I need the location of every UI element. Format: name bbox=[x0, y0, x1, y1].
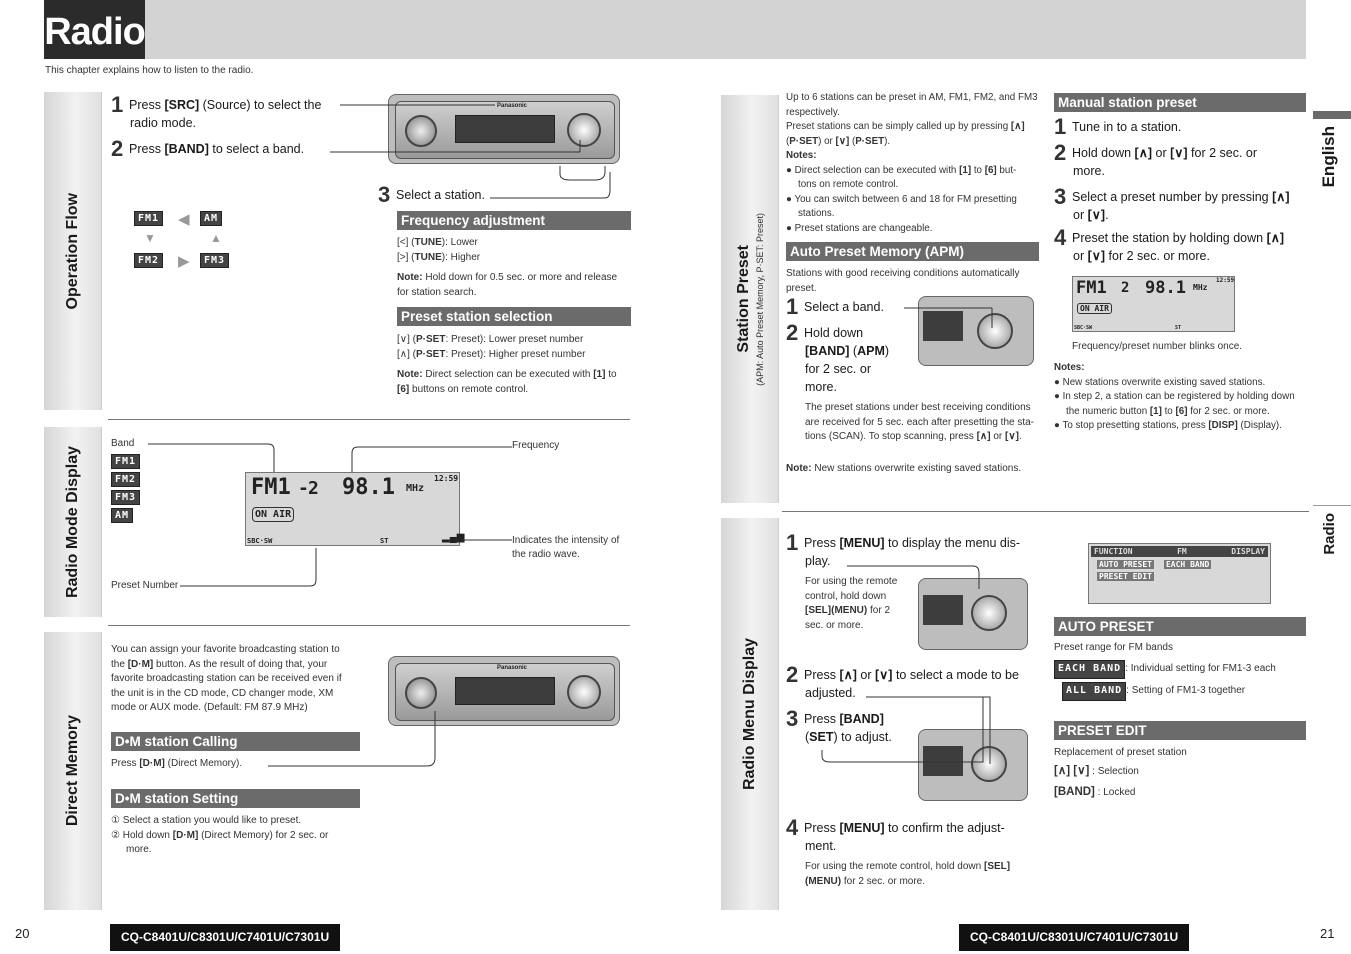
page-title: Radio bbox=[44, 0, 145, 59]
manual-preset-header: Manual station preset bbox=[1054, 93, 1306, 112]
on-air-indicator: ON AIR bbox=[1077, 303, 1112, 314]
tab-operation-flow bbox=[44, 92, 102, 410]
dm-calling-text: Press [D·M] (Direct Memory). bbox=[111, 758, 243, 769]
tab-label: Radio Mode Display bbox=[63, 445, 81, 599]
menu-step-2: 2 Press [∧] or [∨] to select a mode to be adjusted. bbox=[786, 662, 1019, 700]
apm-callout bbox=[902, 302, 1002, 332]
menu-callout bbox=[845, 563, 985, 593]
menu-lcd-display: FUNCTION FM DISPLAY AUTO PRESET EACH BAND PRESET EDIT bbox=[1088, 543, 1271, 604]
manual-step-3: 3 Select a preset number by pressing [∧] or [∨]. bbox=[1054, 184, 1290, 222]
side-label-english: English bbox=[1319, 126, 1338, 188]
tab-label: Station Preset bbox=[734, 245, 752, 353]
apm-intro: Stations with good receiving conditions automatically preset. bbox=[786, 268, 1020, 294]
auto-preset-text: Preset range for FM bands bbox=[1054, 642, 1173, 653]
blink-caption: Frequency/preset number blinks once. bbox=[1072, 341, 1243, 352]
on-air-indicator: ON AIR bbox=[252, 507, 294, 522]
menu-callout bbox=[818, 694, 998, 766]
divider bbox=[108, 419, 630, 420]
model-footer-left: CQ-C8401U/C8301U/C7401U/C7301U bbox=[110, 924, 340, 951]
tab-label: Direct Memory bbox=[63, 715, 81, 827]
dm-calling-header: D•M station Calling bbox=[111, 732, 360, 751]
band-chip: FM1 bbox=[111, 454, 140, 469]
band-chip-fm3: FM3 bbox=[200, 253, 229, 268]
dm-callout-line bbox=[265, 708, 445, 770]
direct-memory-intro: You can assign your favorite broadcasting station to the [D·M] button. As the result of doing that, your favorite broadcasting station can be received even if the unit is in the CD mode, CD changer mode, XM mode or AUX mode. (Default: FM 87.9 MHz) bbox=[111, 644, 342, 713]
preset-edit-locked: [BAND] : Locked bbox=[1054, 786, 1136, 798]
tab-radio-menu-display bbox=[721, 518, 779, 910]
model-footer-right: CQ-C8401U/C8301U/C7401U/C7301U bbox=[959, 924, 1189, 951]
band-chip: FM3 bbox=[111, 490, 140, 505]
divider bbox=[108, 625, 630, 626]
preset-edit-text: Replacement of preset station bbox=[1054, 747, 1187, 758]
callout-lines bbox=[325, 100, 625, 210]
apm-step-2: 2 Hold down [BAND] (APM) for 2 sec. or more. bbox=[786, 320, 890, 394]
dm-setting-text: ① Select a station you would like to preset. ② Hold down [D·M] (Direct Memory) for 2 sec. or more. bbox=[111, 815, 329, 855]
arrow-left-icon: ◀ bbox=[178, 211, 190, 228]
preset-edit-header: PRESET EDIT bbox=[1054, 721, 1306, 740]
frequency-adjustment-text: [<] (TUNE): Lower [>] (TUNE): Higher Note: Hold down for 0.5 sec. or more and release for station search. bbox=[397, 237, 618, 298]
band-chip-am: AM bbox=[200, 211, 222, 226]
display-callout-lines bbox=[140, 440, 520, 590]
preset-edit-selection: [∧] [∨] : Selection bbox=[1054, 765, 1139, 777]
band-chip-fm2: FM2 bbox=[134, 253, 163, 268]
side-accent-bar bbox=[1313, 111, 1351, 119]
band-label: Band bbox=[111, 438, 135, 449]
all-band-option: ALL BAND : Setting of FM1-3 together bbox=[1062, 682, 1245, 701]
band-chip-fm1: FM1 bbox=[134, 211, 163, 226]
manual-step-2: 2 Hold down [∧] or [∨] for 2 sec. or more. bbox=[1054, 140, 1258, 178]
tab-station-preset bbox=[721, 95, 779, 503]
page-number-left: 20 bbox=[15, 926, 30, 941]
op-step-3: 3 Select a station. bbox=[378, 182, 485, 207]
station-preset-intro: Up to 6 stations can be preset in AM, FM1, FM2, and FM3 respectively. Preset stations can be simply called up by pressing [∧] (P·SET) or [∨] (P·SET). Notes: ● Direct selection can be executed with [1] to [6] but- tons on remote control. ● You can switch between 6 and 18 for FM presetting stations. ● Preset stations are changeable. bbox=[786, 92, 1038, 234]
header-bar bbox=[44, 0, 1306, 59]
radio-lcd-display: FM1 - 2 98.1 MHz 12:59 ON AIR SBC·SW ST ▂▄▆ bbox=[247, 474, 465, 545]
menu-step-4-note: For using the remote control, hold down [SEL] (MENU) for 2 sec. or more. bbox=[805, 861, 1011, 887]
arrow-down-icon: ▼ bbox=[144, 231, 156, 245]
divider bbox=[1313, 505, 1351, 506]
tab-direct-memory bbox=[44, 632, 102, 910]
arrow-right-icon: ▶ bbox=[178, 253, 190, 270]
manual-notes: Notes: ● New stations overwrite existing saved stations. ● In step 2, a station can be registered by holding down the numeric button [1] to [6] for 2 sec. or more. ● To stop presetting stations, press [DISP] (Display). bbox=[1054, 362, 1295, 431]
brand-logo: Panasonic bbox=[497, 665, 528, 671]
signal-strength-icon: ▂▄▆ bbox=[442, 532, 465, 543]
preset-station-selection-header: Preset station selection bbox=[397, 307, 631, 326]
band-flow-diagram bbox=[134, 211, 244, 271]
preset-lcd-display: FM1 2 98.1 MHz 12:59 ON AIR SBC·SW ST bbox=[1074, 277, 1235, 331]
side-label-radio: Radio bbox=[1320, 513, 1338, 555]
op-step-2: 2 Press [BAND] to select a band. bbox=[111, 136, 305, 161]
frequency-label: Frequency bbox=[512, 440, 560, 451]
menu-step-4: 4 Press [MENU] to confirm the adjust- ment. bbox=[786, 815, 1005, 853]
arrow-up-icon: ▲ bbox=[210, 231, 222, 245]
tab-sublabel: (APM: Auto Preset Memory, P·SET: Preset) bbox=[754, 212, 765, 386]
preset-station-selection-text: [∨] (P·SET: Preset): Lower preset number [∧] (P·SET: Preset): Higher preset number Note: Direct selection can be executed with [1] to [6] buttons on remote control. bbox=[397, 334, 617, 395]
frequency-adjustment-header: Frequency adjustment bbox=[397, 211, 631, 230]
divider bbox=[782, 511, 1309, 512]
band-chip: AM bbox=[111, 508, 133, 523]
menu-step-1-note: For using the remote control, hold down [SEL](MENU) for 2 sec. or more. bbox=[805, 576, 898, 631]
apm-note: Note: New stations overwrite existing saved stations. bbox=[786, 463, 1022, 474]
manual-step-1: 1 Tune in to a station. bbox=[1054, 114, 1182, 139]
page-number-right: 21 bbox=[1320, 926, 1335, 941]
apm-header: Auto Preset Memory (APM) bbox=[786, 242, 1039, 261]
op-step-1: 1 Press [SRC] (Source) to select the radio mode. bbox=[111, 92, 322, 130]
apm-description: The preset stations under best receiving conditions are received for 5 sec. each after presetting the sta- tions (SCAN). To stop scanning, press [∧] or [∨]. bbox=[805, 402, 1035, 442]
chapter-intro: This chapter explains how to listen to the radio. bbox=[45, 65, 254, 76]
intensity-label: Indicates the intensity of the radio wave. bbox=[512, 535, 620, 560]
menu-step-3: 3 Press [BAND] (SET) to adjust. bbox=[786, 706, 892, 744]
dm-setting-header: D•M station Setting bbox=[111, 789, 360, 808]
brand-logo: Panasonic bbox=[497, 103, 528, 109]
auto-preset-header: AUTO PRESET bbox=[1054, 617, 1306, 636]
preset-number-label: Preset Number bbox=[111, 580, 179, 591]
manual-step-4: 4 Preset the station by holding down [∧] or [∨] for 2 sec. or more. bbox=[1054, 225, 1285, 263]
band-chip: FM2 bbox=[111, 472, 140, 487]
tab-radio-mode-display bbox=[44, 427, 102, 617]
each-band-option: EACH BAND : Individual setting for FM1-3 each bbox=[1054, 660, 1276, 679]
menu-step-1: 1 Press [MENU] to display the menu dis- play. bbox=[786, 530, 1021, 568]
apm-step-1: 1 Select a band. bbox=[786, 294, 884, 319]
tab-label: Operation Flow bbox=[63, 192, 81, 310]
tab-label: Radio Menu Display bbox=[740, 637, 758, 791]
